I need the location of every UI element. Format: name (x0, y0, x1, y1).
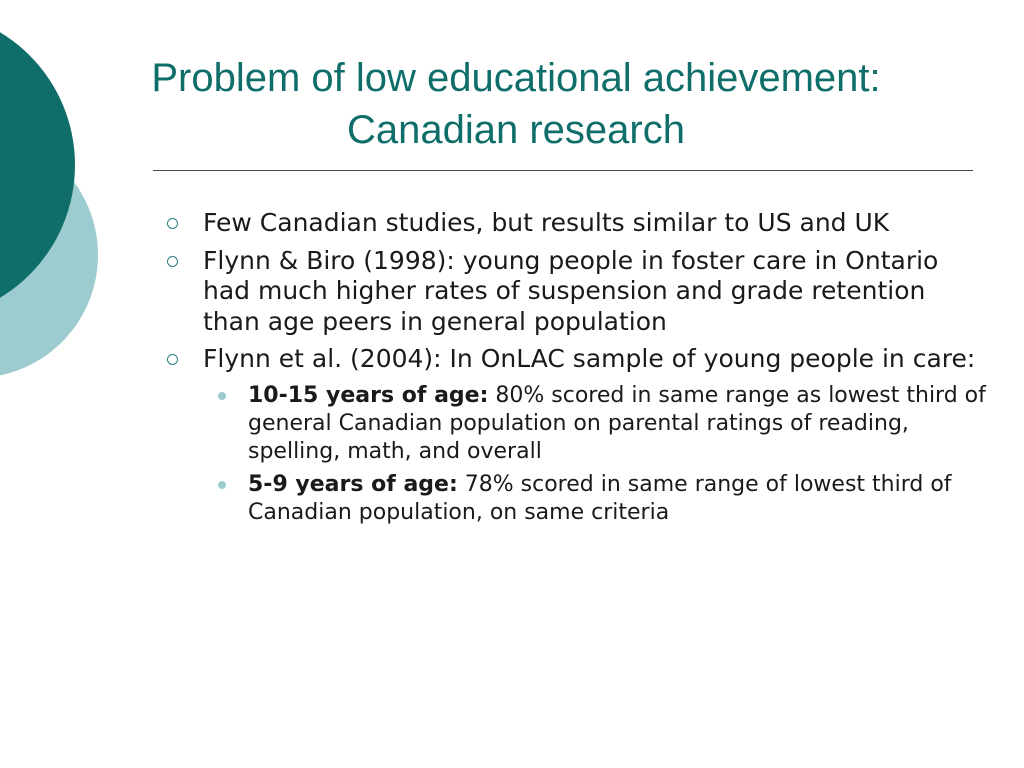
filled-dot-bullet-icon (218, 481, 226, 489)
bullet-list (160, 208, 990, 532)
hollow-circle-bullet-icon (167, 256, 178, 267)
bullet-item (160, 208, 990, 239)
sub-bullet-item (203, 471, 990, 527)
slide-title-line-2: Canadian research (347, 108, 685, 152)
bullet-item (160, 246, 990, 338)
filled-dot-bullet-icon (218, 392, 226, 400)
bullet-text: Flynn & Biro (1998): young people in foster care in Ontario had much higher rates of suspension and grade retention than age peers in general population (203, 245, 939, 336)
sub-bullet-item (203, 382, 990, 466)
sub-bullet-label: 5-9 years of age: (248, 471, 458, 497)
slide-title (60, 52, 972, 156)
title-divider (153, 170, 973, 171)
slide-title-line-1: Problem of low educational achievement: (151, 56, 881, 100)
sub-bullet-label: 10-15 years of age: (248, 382, 489, 408)
bullet-text: Few Canadian studies, but results similar to US and UK (203, 208, 890, 237)
bullet-item (160, 344, 990, 375)
sub-bullet-text: 80% scored in same range as lowest third of general Canadian population on parental ratings of reading, spelling, math, and overall (248, 382, 986, 464)
bullet-text: Flynn et al. (2004): In OnLAC sample of young people in care: (203, 344, 976, 373)
sub-bullet-text: 78% scored in same range of lowest third of Canadian population, on same criteria (248, 471, 952, 525)
hollow-circle-bullet-icon (167, 354, 178, 365)
hollow-circle-bullet-icon (167, 218, 178, 229)
